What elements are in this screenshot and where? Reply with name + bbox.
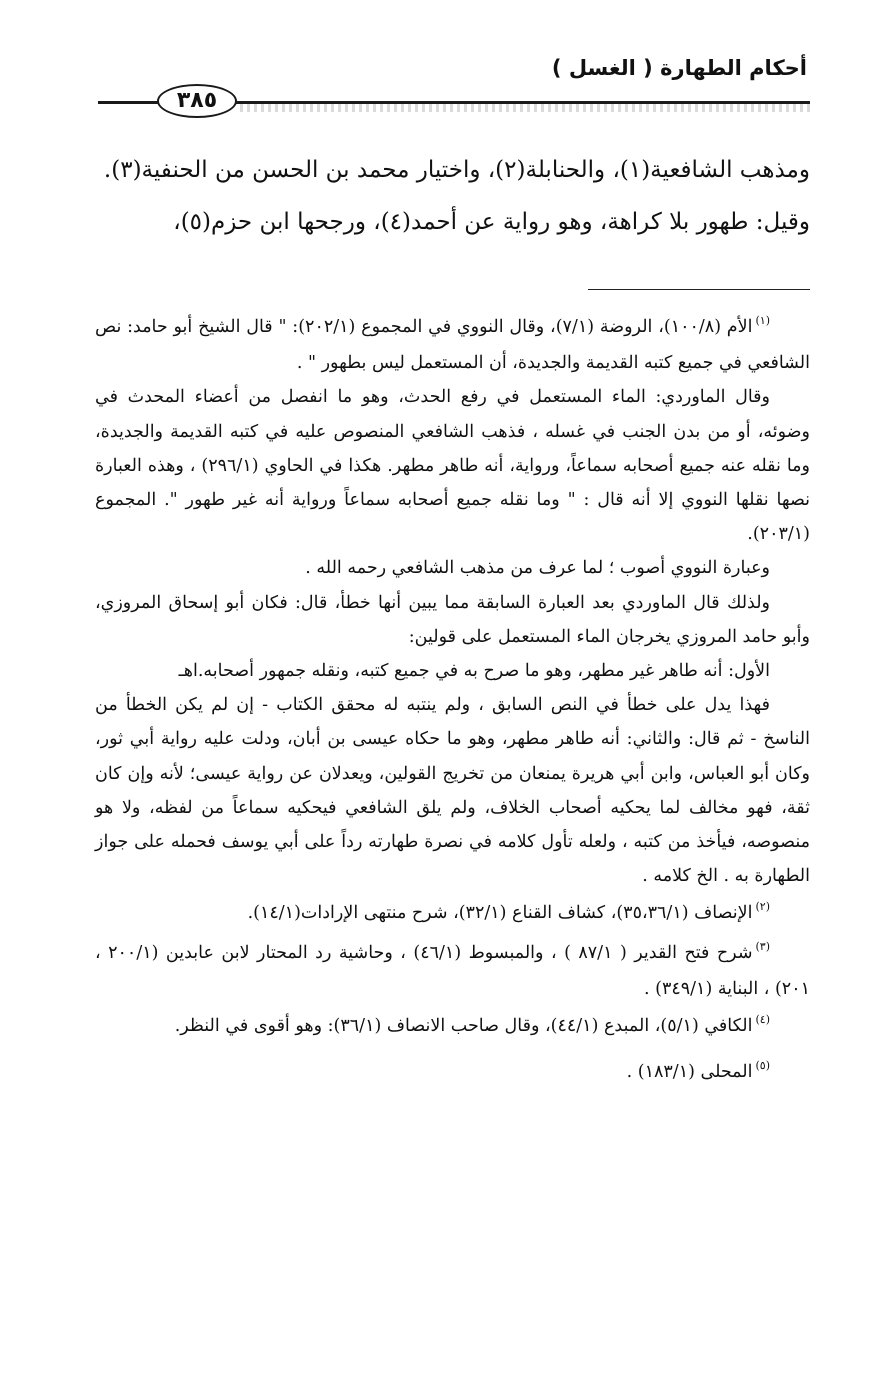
page-number: ٣٨٥ — [157, 84, 237, 118]
footnote-3-marker: (٣) — [755, 939, 771, 953]
footnote-1-paragraph-6: فهذا يدل على خطأ في النص السابق ، ولم ينتبه له محقق الكتاب - إن لم يكن الخطأ من الناسخ - ثم قال: والثاني: أنه طاهر مطهر، وهو ما حكاه عيسى بن أبان، ودلت عليه رواية أبي ثور، وكان أبو العباس، وابن أبي هريرة يمنعان من تخريج القولين، ويعدلان عن رواية عيسى؛ لأنه وإن كان ثقة، فهو مخالف لما يحكيه أصحاب الخلاف، ولم يلق الشافعي فيحكيه سماعاً من لفظه، ولا هو منصوصه، فيأخذ من كتبه ، ولعله تأول كلامه في نصرة طهارته رداً على أبي يوسف فحمله على جواز الطهارة به . الخ كلامه . — [95, 695, 810, 887]
footnote-1-text: الأم (١٠٠/٨)، الروضة (٧/١)، وقال النووي في المجموع (٢٠٢/١): " قال الشيخ أبو حامد: نص الشافعي في جميع كتبه القديمة والجديدة، أن المستعمل ليس بطهور " . — [95, 317, 810, 374]
footnote-1-paragraph-5: الأول: أنه طاهر غير مطهر، وهو ما صرح به في جميع كتبه، ونقله جمهور أصحابه.اهـ — [178, 661, 770, 682]
header-rule-texture — [240, 104, 810, 112]
footnote-2 — [95, 896, 810, 932]
footnote-2-text: الإنصاف (٣٥،٣٦/١)، كشاف القناع (٣٢/١)، شرح منتهى الإرادات(١٤/١). — [247, 903, 753, 924]
footnote-2-marker: (٢) — [755, 900, 770, 914]
footnote-1-marker: (١) — [755, 314, 771, 327]
footnote-1 — [95, 310, 810, 380]
footnote-5-marker: (٥) — [755, 1059, 770, 1073]
footnote-1-paragraph-3: وعبارة النووي أصوب ؛ لما عرف من مذهب الشافعي رحمه الله . — [305, 558, 770, 579]
main-text-line-1: ومذهب الشافعية(١)، والحنابلة(٢)، واختيار محمد بن الحسن من الحنفية(٣). — [103, 157, 810, 183]
footnote-4-marker: (٤) — [755, 1013, 770, 1027]
footnote-4 — [95, 1009, 810, 1045]
main-text — [95, 144, 810, 248]
footnote-separator — [588, 289, 810, 290]
footnote-5-text: المحلى (١٨٣/١) . — [626, 1062, 753, 1083]
footnote-1-paragraph-4: ولذلك قال الماوردي بعد العبارة السابقة مما يبين أنها خطأ، قال: فكان أبو إسحاق المروزي، وأبو حامد المروزي يخرجان الماء المستعمل على قولين: — [95, 592, 810, 647]
main-text-line-2: وقيل: طهور بلا كراهة، وهو رواية عن أحمد(٤)، ورجحها ابن حزم(٥)، — [173, 209, 810, 235]
footnotes — [95, 310, 810, 1091]
footnote-4-text: الكافي (٥/١)، المبدع (٤٤/١)، وقال صاحب الانصاف (٣٦/١): وهو أقوى في النظر. — [174, 1016, 753, 1037]
footnote-1-paragraph-2: وقال الماوردي: الماء المستعمل في رفع الحدث، وهو ما انفصل من أعضاء المحدث في وضوئه، أو من بدن الجنب في غسله ، فذهب الشافعي المنصوص عليه في كتبه القديمة والجديدة، وما نقله عنه جميع أصحابه سماعاً، ورواية، أنه طاهر مطهر. هكذا في الحاوي (٢٩٦/١) ، وهذه العبارة نصها نقلها النووي إلا أنه قال : " وما نقله جميع أصحابه سماعاً ورواية أنه غير طهور ". المجموع (٢٠٣/١). — [95, 387, 810, 545]
footnote-3-text: شرح فتح القدير ( ٨٧/١ ) ، والمبسوط (٤٦/١) ، وحاشية رد المحتار لابن عابدين (٢٠٠/١ ، ٢٠١) ، البناية (٣٤٩/١) . — [95, 942, 810, 999]
running-header-title: أحكام الطهارة ( الغسل ) — [551, 56, 807, 80]
footnote-3 — [95, 936, 810, 1006]
footnote-5 — [95, 1055, 810, 1091]
